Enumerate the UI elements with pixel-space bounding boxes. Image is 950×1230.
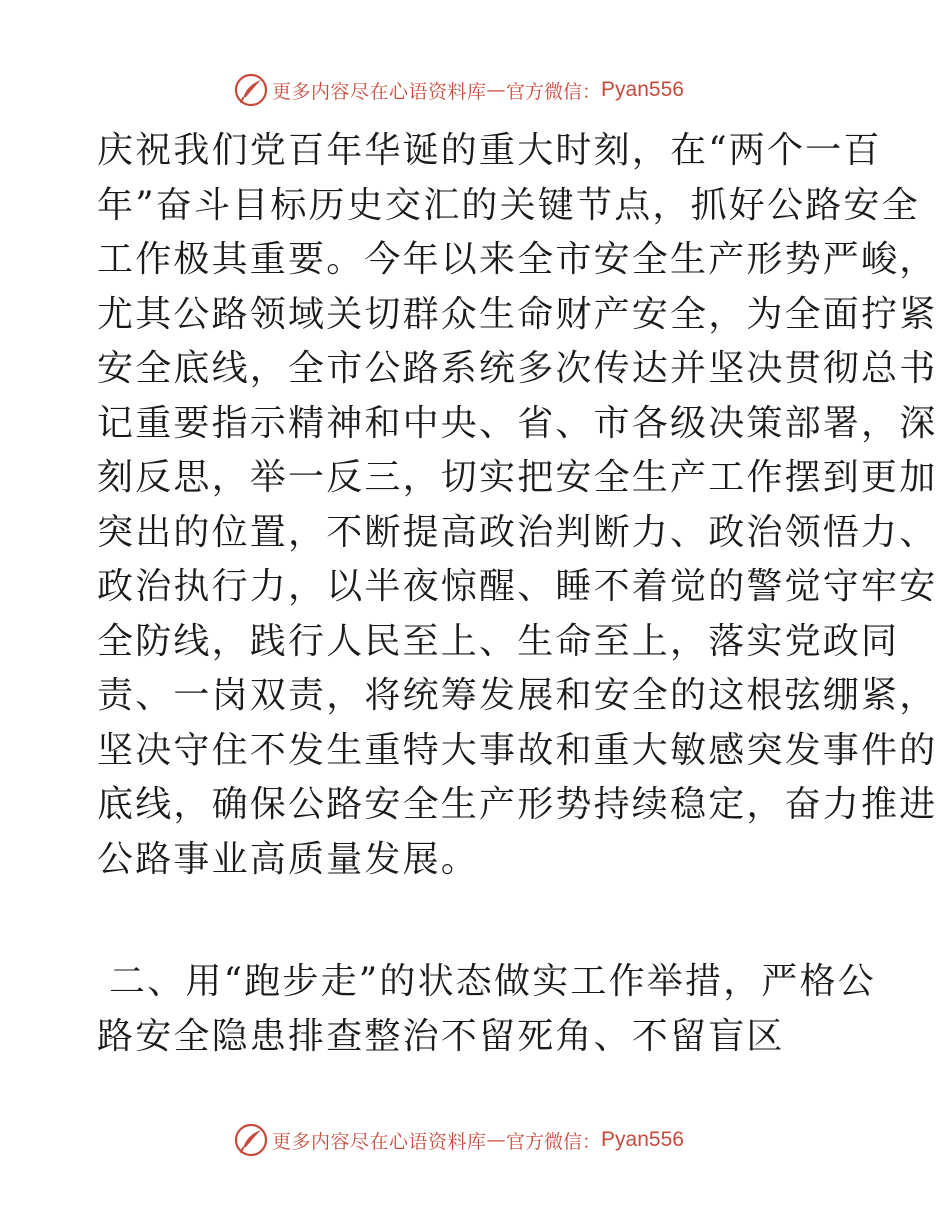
heading-line: 路安全隐患排查整治不留死角、不留盲区 xyxy=(97,1015,785,1057)
wechat-label: 官方微信： xyxy=(506,1130,602,1153)
paragraph-line: 政治执行力，以半夜惊醒、睡不着觉的警觉守牢安 xyxy=(97,566,938,607)
library-text: 更多内容尽在心语资料库 xyxy=(272,1130,487,1153)
paragraph-line: 坚决守住不发生重特大事故和重大敏感突发事件的 xyxy=(97,729,938,771)
heading-line: 二、用“跑步走”的状态做实工作举措，严格公 xyxy=(109,961,877,1002)
paragraph-line: 责、一岗双责，将统筹发展和安全的这根弦绷紧， xyxy=(97,675,938,716)
paragraph-line: 突出的位置，不断提高政治判断力、政治领悟力、 xyxy=(97,511,938,553)
quill-logo-icon xyxy=(234,73,268,107)
footer-banner xyxy=(234,1122,684,1158)
paragraph-line: 庆祝我们党百年华诞的重大时刻，在“两个一百 xyxy=(97,130,882,171)
section-heading xyxy=(97,955,877,1064)
paragraph-line: 刻反思，举一反三，切实把安全生产工作摆到更加 xyxy=(97,457,938,498)
paragraph-line: 年”奋斗目标历史交汇的关键节点，抓好公路安全 xyxy=(97,184,920,226)
header-banner xyxy=(234,72,684,108)
paragraph-line: 底线，确保公路安全生产形势持续稳定，奋力推进 xyxy=(97,784,938,825)
paragraph-line: 公路事业高质量发展。 xyxy=(97,838,480,880)
paragraph-line: 工作极其重要。今年以来全市安全生产形势严峻， xyxy=(97,239,938,280)
paragraph-line: 安全底线，全市公路系统多次传达并坚决贯彻总书 xyxy=(97,348,938,389)
banner-separator: — xyxy=(486,79,507,101)
banner-separator: — xyxy=(486,1129,507,1151)
paragraph-line: 全防线，践行人民至上、生命至上，落实党政同 xyxy=(97,620,900,662)
body-paragraph xyxy=(97,124,938,887)
wechat-id: Pyan556 xyxy=(601,1128,684,1151)
wechat-label: 官方微信： xyxy=(506,80,602,103)
wechat-id: Pyan556 xyxy=(601,78,684,101)
paragraph-line: 记重要指示精神和中央、省、市各级决策部署，深 xyxy=(97,402,938,444)
library-text: 更多内容尽在心语资料库 xyxy=(272,80,487,103)
paragraph-line: 尤其公路领域关切群众生命财产安全，为全面拧紧 xyxy=(97,293,938,335)
quill-logo-icon xyxy=(234,1123,268,1157)
